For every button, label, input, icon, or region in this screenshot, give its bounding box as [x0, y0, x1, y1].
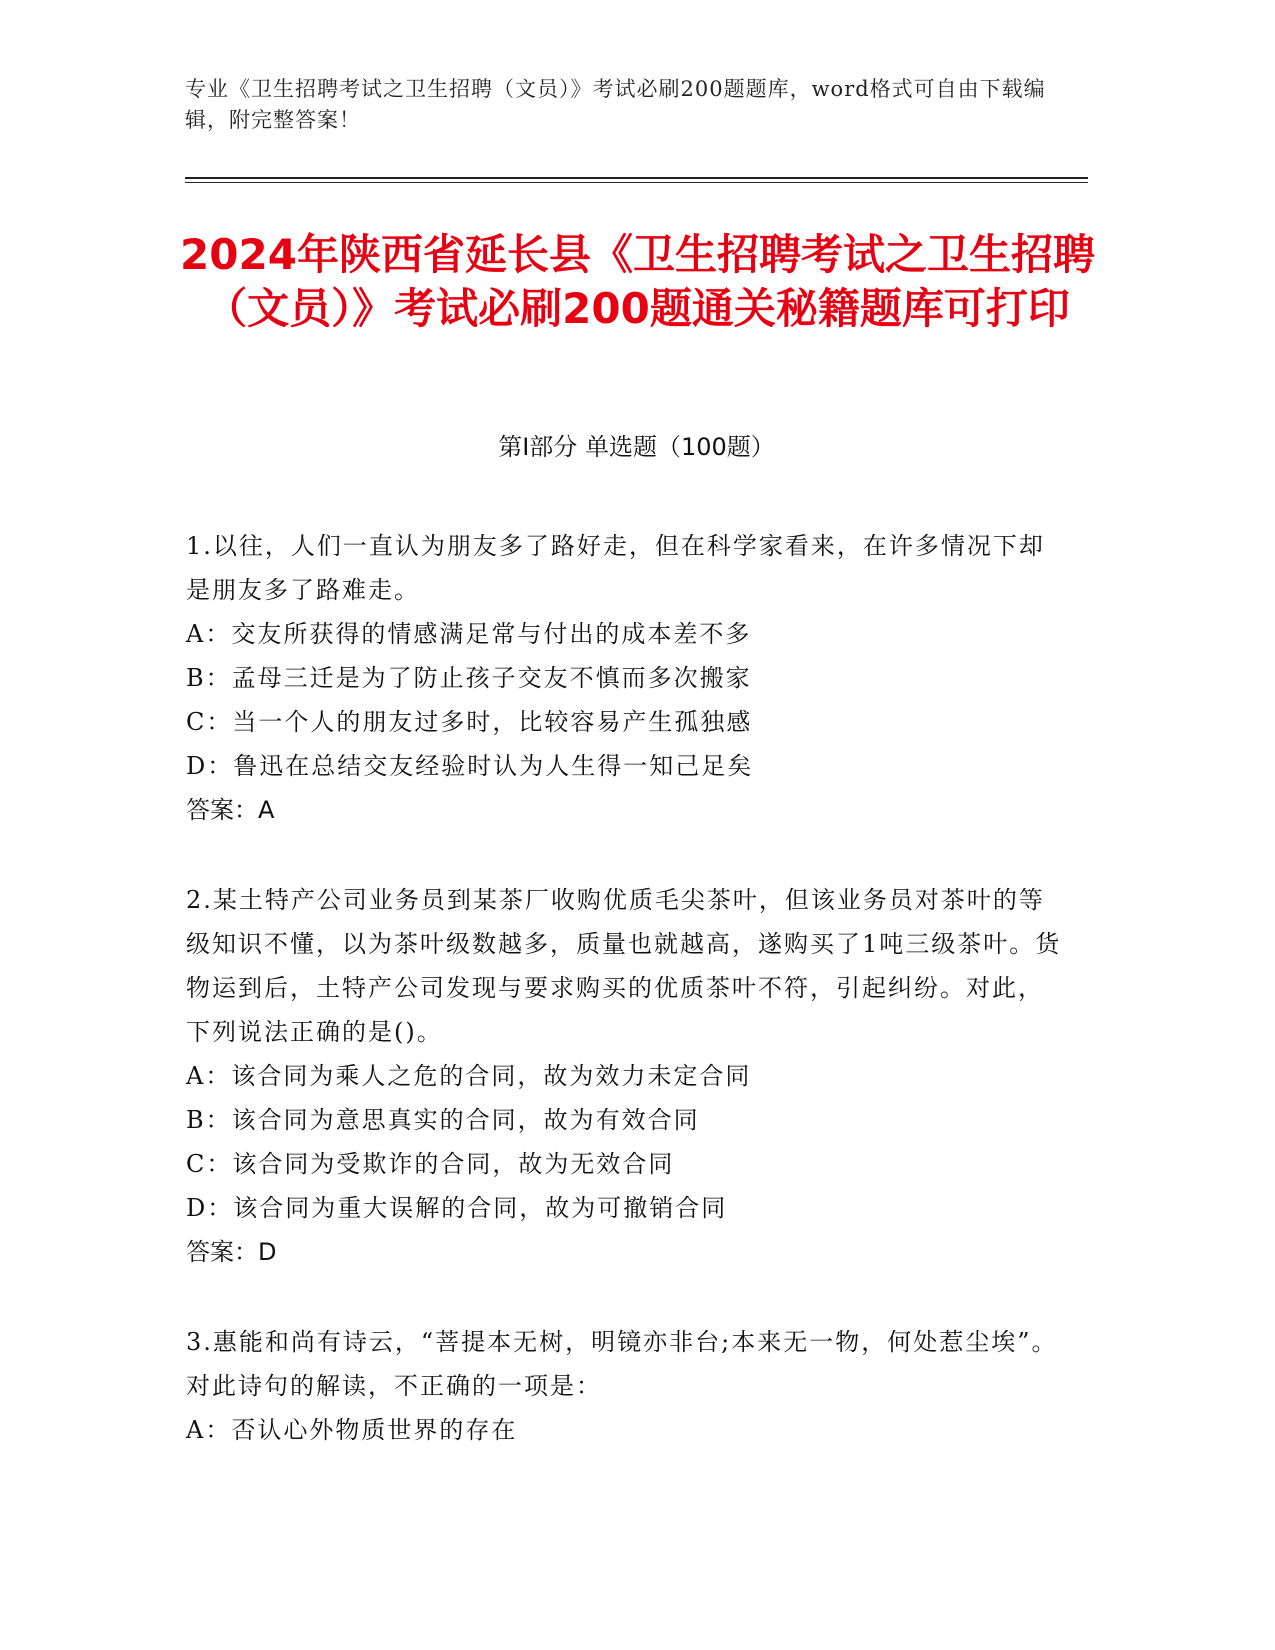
- option-d: D：鲁迅在总结交友经验时认为人生得一知己足矣: [186, 752, 754, 780]
- section-title: 第I部分 单选题（100题）: [498, 433, 775, 461]
- option-c: C：当一个人的朋友过多时，比较容易产生孤独感: [186, 708, 753, 736]
- option-a: A：该合同为乘人之危的合同，故为效力未定合同: [186, 1062, 752, 1090]
- question-stem: 2.某土特产公司业务员到某茶厂收购优质毛尖茶叶，但该业务员对茶叶的等级知识不懂，以为茶叶级数越多，质量也就越高，遂购买了1吨三级茶叶。货物运到后，土特产公司发现与要求购买的优质茶叶不符，引起纠纷。对此，下列说法正确的是()。: [186, 886, 1062, 1046]
- document-title: 2024年陕西省延长县《卫生招聘考试之卫生招聘（文员）》考试必刷200题通关秘籍题库可打印: [180, 230, 1095, 333]
- question-stem: 1.以往，人们一直认为朋友多了路好走，但在科学家看来，在许多情况下却是朋友多了路难走。: [186, 532, 1045, 604]
- question-2: [186, 878, 1066, 1274]
- header-divider-thick: [185, 177, 1088, 179]
- header-divider-thin: [185, 182, 1088, 183]
- question-stem: 3.惠能和尚有诗云，“菩提本无树，明镜亦非台;本来无一物，何处惹尘埃”。对此诗句的解读，不正确的一项是：: [186, 1328, 1058, 1400]
- question-1: [186, 524, 1066, 832]
- option-c: C：该合同为受欺诈的合同，故为无效合同: [186, 1150, 675, 1178]
- question-list: [186, 524, 1066, 1498]
- option-b: B：该合同为意思真实的合同，故为有效合同: [186, 1106, 700, 1134]
- option-a: A：否认心外物质世界的存在: [186, 1416, 518, 1444]
- question-3: [186, 1320, 1066, 1452]
- header-note: 专业《卫生招聘考试之卫生招聘（文员）》考试必刷200题题库，word格式可自由下载编辑，附完整答案！: [185, 77, 1046, 132]
- option-b: B：孟母三迁是为了防止孩子交友不慎而多次搬家: [186, 664, 752, 692]
- option-d: D：该合同为重大误解的合同，故为可撤销合同: [186, 1194, 728, 1222]
- answer-line: 答案：D: [186, 1238, 277, 1266]
- option-a: A：交友所获得的情感满足常与付出的成本差不多: [186, 620, 752, 648]
- answer-line: 答案：A: [186, 796, 275, 824]
